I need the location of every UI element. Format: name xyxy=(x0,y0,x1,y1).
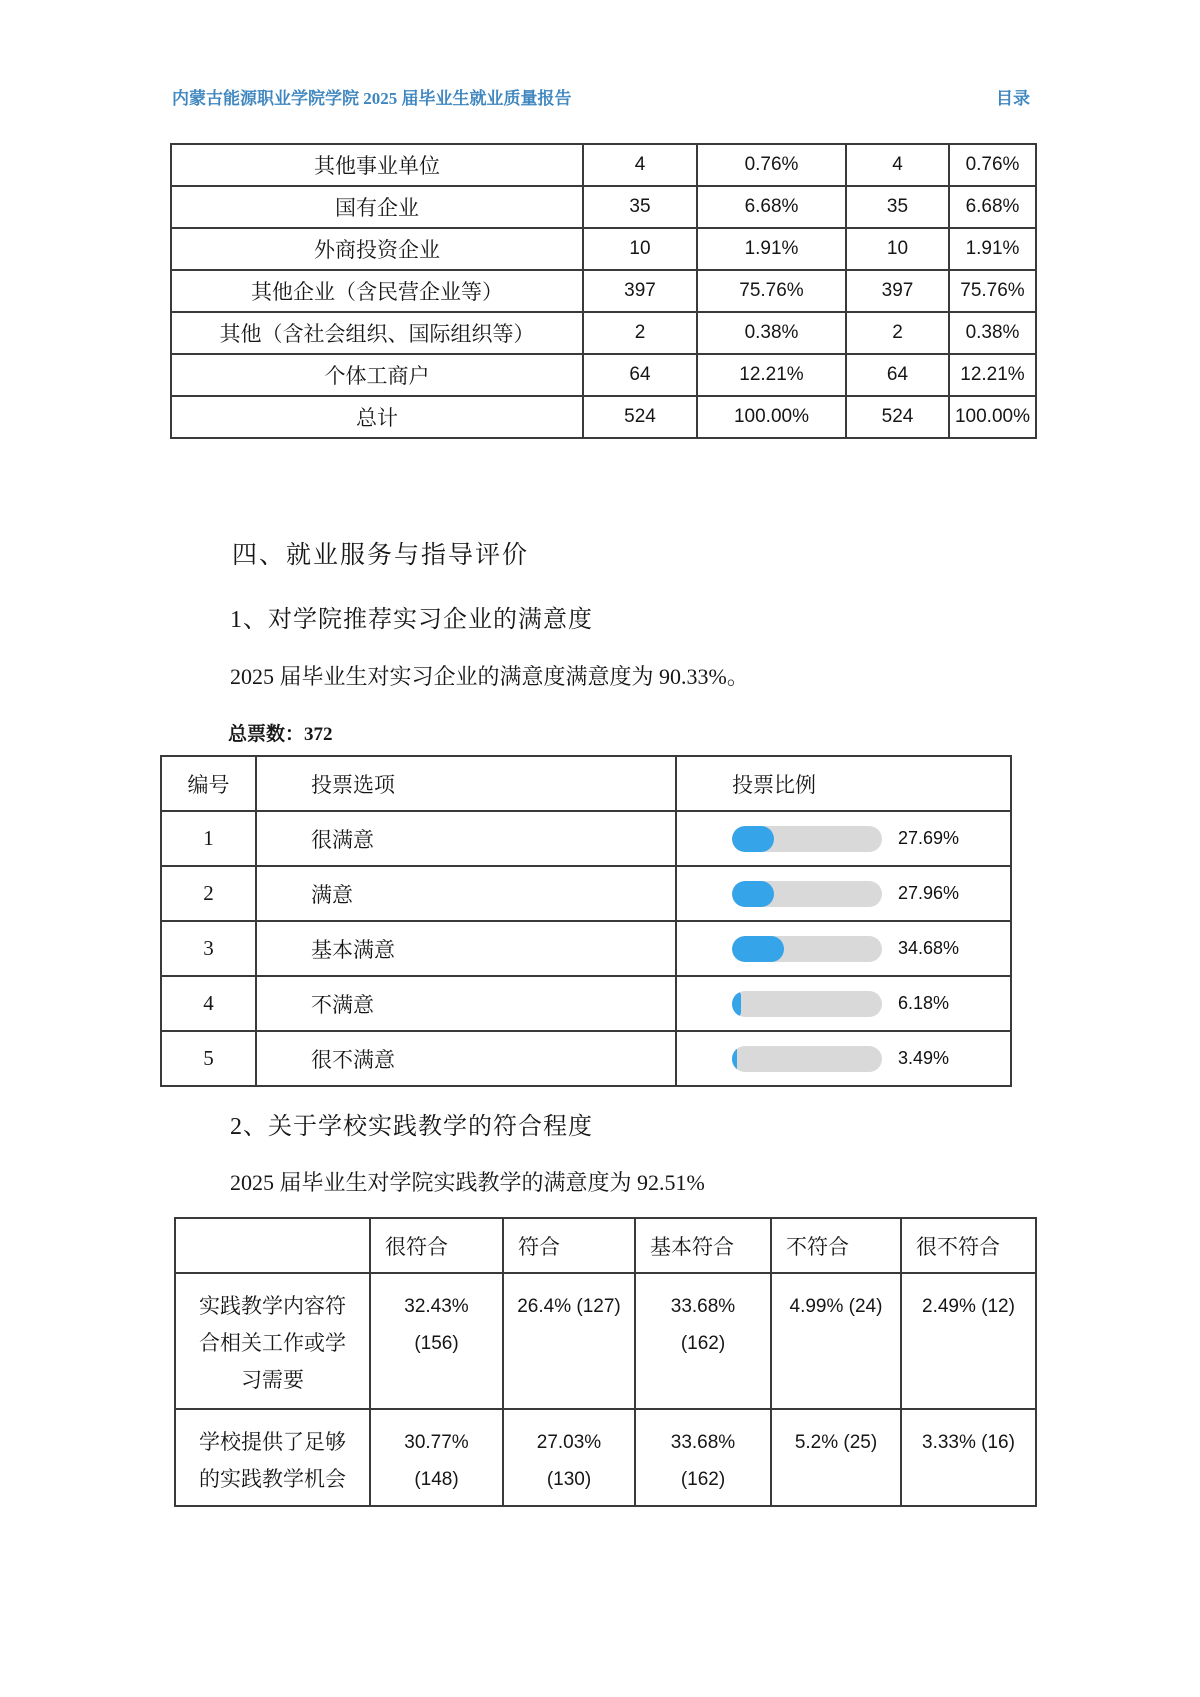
progress-fill xyxy=(732,936,784,962)
total-votes-label: 总票数：372 xyxy=(228,724,333,745)
unit-count: 64 xyxy=(583,354,697,396)
unit-label: 国有企业 xyxy=(171,186,583,228)
unit-pct: 6.68% xyxy=(949,186,1036,228)
practice-cell: 32.43% (156) xyxy=(370,1273,503,1409)
vote-table xyxy=(160,755,1012,1087)
vote-bar xyxy=(732,881,1010,907)
practice-cell: 3.33% (16) xyxy=(901,1409,1036,1506)
header-title: 内蒙古能源职业学院学院 2025 届毕业生就业质量报告 xyxy=(172,89,572,108)
unit-label: 其他（含社会组织、国际组织等） xyxy=(171,312,583,354)
unit-count: 524 xyxy=(583,396,697,438)
unit-pct: 75.76% xyxy=(949,270,1036,312)
vote-row xyxy=(161,811,1011,866)
unit-count: 35 xyxy=(583,186,697,228)
vote-option: 很满意 xyxy=(256,811,676,866)
vote-no: 1 xyxy=(161,811,256,866)
unit-pct: 1.91% xyxy=(697,228,846,270)
table-row-total xyxy=(171,396,1036,438)
col-header-option: 投票选项 xyxy=(256,756,676,811)
unit-count: 10 xyxy=(583,228,697,270)
vote-pct: 3.49% xyxy=(898,1048,950,1068)
col-header-ratio: 投票比例 xyxy=(676,756,1011,811)
header-toc-link[interactable]: 目录 xyxy=(996,89,1030,108)
unit-pct: 12.21% xyxy=(949,354,1036,396)
practice-paragraph: 2025 届毕业生对学院实践教学的满意度为 92.51% xyxy=(230,1170,705,1195)
unit-label: 个体工商户 xyxy=(171,354,583,396)
section-heading: 四、就业服务与指导评价 xyxy=(232,542,530,569)
col-header-empty xyxy=(175,1218,370,1273)
vote-bar xyxy=(732,936,1010,962)
practice-cell: 33.68% (162) xyxy=(635,1409,771,1506)
unit-pct: 75.76% xyxy=(697,270,846,312)
vote-option: 很不满意 xyxy=(256,1031,676,1086)
unit-count: 35 xyxy=(846,186,949,228)
unit-count: 2 xyxy=(846,312,949,354)
table-row xyxy=(171,186,1036,228)
vote-no: 5 xyxy=(161,1031,256,1086)
unit-label: 其他企业（含民营企业等） xyxy=(171,270,583,312)
subsection-2-heading: 2、关于学校实践教学的符合程度 xyxy=(230,1114,593,1140)
col-header-no: 编号 xyxy=(161,756,256,811)
table-row xyxy=(171,270,1036,312)
practice-row-label: 学校提供了足够 的实践教学机会 xyxy=(175,1409,370,1506)
progress-track xyxy=(732,991,882,1017)
col-header: 很不符合 xyxy=(901,1218,1036,1273)
progress-fill xyxy=(732,1046,737,1072)
unit-count: 10 xyxy=(846,228,949,270)
unit-pct: 1.91% xyxy=(949,228,1036,270)
unit-label: 其他事业单位 xyxy=(171,144,583,186)
satisfaction-paragraph: 2025 届毕业生对实习企业的满意度满意度为 90.33%。 xyxy=(230,664,749,689)
col-header: 基本符合 xyxy=(635,1218,771,1273)
unit-count: 397 xyxy=(583,270,697,312)
vote-row xyxy=(161,921,1011,976)
practice-table-header xyxy=(175,1218,1036,1273)
unit-label: 外商投资企业 xyxy=(171,228,583,270)
vote-bar xyxy=(732,991,1010,1017)
progress-track xyxy=(732,1046,882,1072)
vote-row xyxy=(161,976,1011,1031)
practice-row xyxy=(175,1409,1036,1506)
unit-count: 4 xyxy=(583,144,697,186)
vote-bar xyxy=(732,1046,1010,1072)
table-row xyxy=(171,312,1036,354)
practice-table xyxy=(174,1217,1037,1507)
practice-cell: 26.4% (127) xyxy=(503,1273,635,1409)
col-header: 很符合 xyxy=(370,1218,503,1273)
table-row xyxy=(171,228,1036,270)
col-header: 不符合 xyxy=(771,1218,901,1273)
employment-unit-table xyxy=(170,143,1037,439)
vote-table-header xyxy=(161,756,1011,811)
unit-count: 524 xyxy=(846,396,949,438)
practice-cell: 30.77% (148) xyxy=(370,1409,503,1506)
unit-pct: 0.38% xyxy=(697,312,846,354)
table-row xyxy=(171,144,1036,186)
vote-row xyxy=(161,866,1011,921)
unit-pct: 12.21% xyxy=(697,354,846,396)
col-header: 符合 xyxy=(503,1218,635,1273)
progress-fill xyxy=(732,881,774,907)
vote-option: 不满意 xyxy=(256,976,676,1031)
progress-track xyxy=(732,881,882,907)
vote-no: 3 xyxy=(161,921,256,976)
practice-cell: 33.68% (162) xyxy=(635,1273,771,1409)
practice-row-label: 实践教学内容符 合相关工作或学 习需要 xyxy=(175,1273,370,1409)
vote-bar xyxy=(732,826,1010,852)
vote-no: 4 xyxy=(161,976,256,1031)
unit-count: 397 xyxy=(846,270,949,312)
page-header xyxy=(172,84,1030,109)
unit-pct: 0.38% xyxy=(949,312,1036,354)
practice-row xyxy=(175,1273,1036,1409)
practice-cell: 2.49% (12) xyxy=(901,1273,1036,1409)
progress-track xyxy=(732,826,882,852)
vote-option: 基本满意 xyxy=(256,921,676,976)
vote-option: 满意 xyxy=(256,866,676,921)
unit-count: 4 xyxy=(846,144,949,186)
unit-count: 2 xyxy=(583,312,697,354)
vote-pct: 27.69% xyxy=(898,828,960,848)
vote-row xyxy=(161,1031,1011,1086)
unit-label: 总计 xyxy=(171,396,583,438)
practice-cell: 4.99% (24) xyxy=(771,1273,901,1409)
practice-cell: 27.03% (130) xyxy=(503,1409,635,1506)
unit-pct: 6.68% xyxy=(697,186,846,228)
vote-no: 2 xyxy=(161,866,256,921)
subsection-1-heading: 1、对学院推荐实习企业的满意度 xyxy=(230,607,593,633)
unit-pct: 100.00% xyxy=(949,396,1036,438)
unit-pct: 0.76% xyxy=(697,144,846,186)
table-row xyxy=(171,354,1036,396)
unit-count: 64 xyxy=(846,354,949,396)
progress-track xyxy=(732,936,882,962)
progress-fill xyxy=(732,826,774,852)
progress-fill xyxy=(732,991,741,1017)
vote-pct: 6.18% xyxy=(898,993,950,1013)
vote-pct: 27.96% xyxy=(898,883,960,903)
vote-pct: 34.68% xyxy=(898,938,960,958)
unit-pct: 0.76% xyxy=(949,144,1036,186)
practice-cell: 5.2% (25) xyxy=(771,1409,901,1506)
unit-pct: 100.00% xyxy=(697,396,846,438)
